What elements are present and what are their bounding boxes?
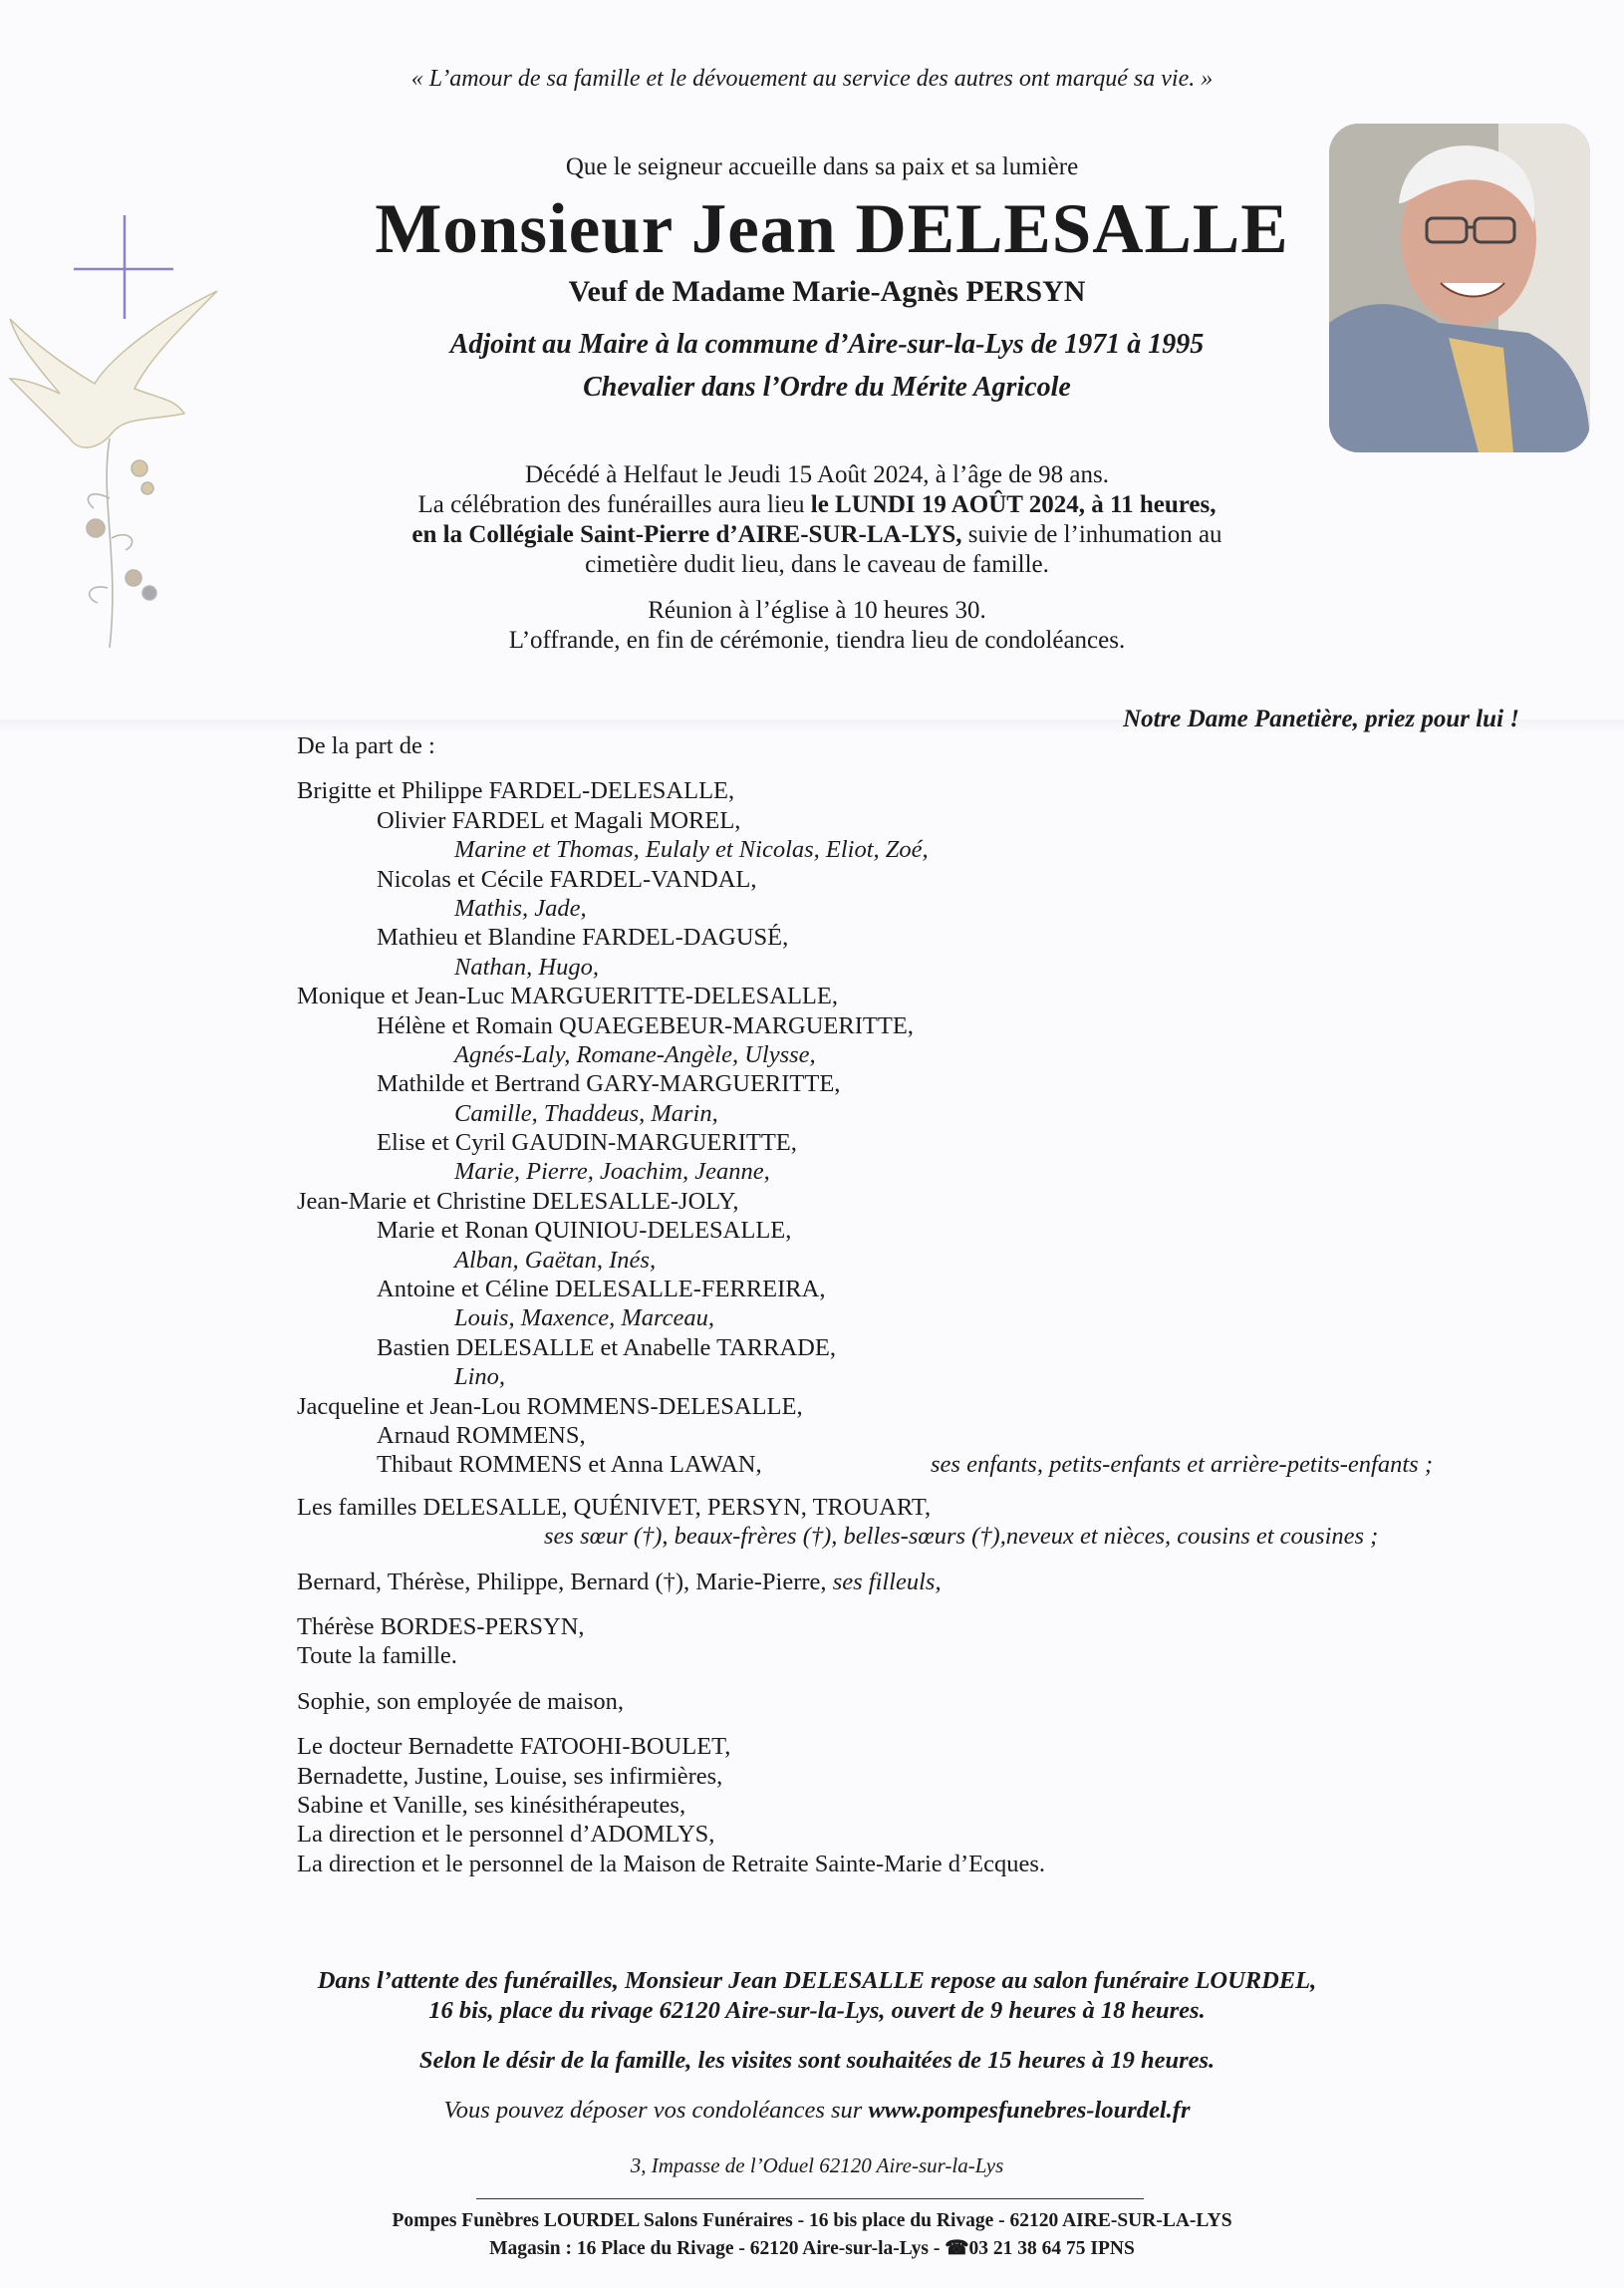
list-item: Thérèse BORDES-PERSYN, xyxy=(297,1612,585,1640)
list-item: Mathilde et Bertrand GARY-MARGUERITTE, xyxy=(377,1070,841,1098)
list-item: Marine et Thomas, Eulaly et Nicolas, Eliot, Zoé, xyxy=(454,836,929,864)
list-item: Mathieu et Blandine FARDEL-DAGUSÉ, xyxy=(377,924,789,952)
dove-icon xyxy=(10,291,217,447)
list-item: Monique et Jean-Luc MARGUERITTE-DELESALLE, xyxy=(297,983,838,1010)
title-line: Adjoint au Maire à la commune d’Aire-sur-la-Lys de 1971 à 1995 xyxy=(449,329,1205,360)
divider xyxy=(476,2198,1144,2199)
list-item: Jean-Marie et Christine DELESALLE-JOLY, xyxy=(297,1187,739,1215)
list-item: La direction et le personnel de la Maison de Retraite Sainte-Marie d’Ecques. xyxy=(297,1850,1046,1877)
list-item: Sophie, son employée de maison, xyxy=(297,1687,624,1715)
list-item: Marie, Pierre, Joachim, Jeanne, xyxy=(454,1158,770,1186)
condolences-line: Vous pouvez déposer vos condoléances sur www.pompesfunebres-lourdel.fr xyxy=(443,2097,1191,2124)
list-item: Antoine et Céline DELESALLE-FERREIRA, xyxy=(377,1276,826,1303)
offering-line: L’offrande, en fin de cérémonie, tiendra lieu de condoléances. xyxy=(508,627,1126,654)
condolences-link[interactable]: www.pompesfunebres-lourdel.fr xyxy=(868,2097,1191,2124)
list-item: Agnés-Laly, Romane-Angèle, Ulysse, xyxy=(454,1040,816,1068)
list-item: Louis, Maxence, Marceau, xyxy=(454,1304,715,1332)
list-item: Nicolas et Cécile FARDEL-VANDAL, xyxy=(377,865,757,893)
list-item: Le docteur Bernadette FATOOHI-BOULET, xyxy=(297,1733,731,1761)
visits-line: Selon le désir de la famille, les visites sont souhaitées de 15 heures à 19 heures. xyxy=(418,2047,1216,2074)
death-line: Décédé à Helfaut le Jeudi 15 Août 2024, à l’âge de 98 ans. xyxy=(525,461,1109,488)
ceremony-line: cimetière dudit lieu, dans le caveau de famille. xyxy=(585,551,1049,578)
list-item: Mathis, Jade, xyxy=(454,894,587,922)
list-item: Nathan, Hugo, xyxy=(454,953,599,981)
ceremony-line: La célébration des funérailles aura lieu le LUNDI 19 AOÛT 2024, à 11 heures, xyxy=(417,491,1217,518)
list-item: Lino, xyxy=(454,1363,506,1391)
family-list xyxy=(297,731,1552,1878)
relation-label: ses sœur (†), beaux-frères (†), belles-sœurs (†),neveux et nièces, cousins et cousines ; xyxy=(544,1523,1379,1551)
portrait-photo xyxy=(1329,124,1590,452)
list-item: Arnaud ROMMENS, xyxy=(377,1421,586,1449)
announcement xyxy=(0,460,1624,656)
rest-line: 16 bis, place du rivage 62120 Aire-sur-la-Lys, ouvert de 9 heures à 18 heures. xyxy=(428,1997,1206,2024)
meeting-line: Réunion à l’église à 10 heures 30. xyxy=(648,597,986,624)
list-item: Bastien DELESALLE et Anabelle TARRADE, xyxy=(377,1333,836,1361)
quote: « L’amour de sa famille et le dévouement au service des autres ont marqué sa vie. » xyxy=(410,66,1214,92)
deceased-name: Monsieur Jean DELESALLE xyxy=(375,190,1289,268)
intro-line: Que le seigneur accueille dans sa paix et sa lumière xyxy=(565,153,1079,180)
list-item: Toute la famille. xyxy=(297,1642,457,1670)
list-item: Brigitte et Philippe FARDEL-DELESALLE, xyxy=(297,777,735,805)
list-item: Camille, Thaddeus, Marin, xyxy=(454,1099,718,1127)
title-line: Chevalier dans l’Ordre du Mérite Agricole xyxy=(583,372,1071,403)
list-item: Thibaut ROMMENS et Anna LAWAN, ses enfants, petits-enfants et arrière-petits-enfants ; xyxy=(377,1451,1433,1479)
ceremony-line: en la Collégiale Saint-Pierre d’AIRE-SUR-LA-LYS, suivie de l’inhumation au xyxy=(411,521,1222,548)
list-item: Les familles DELESALLE, QUÉNIVET, PERSYN, TROUART, xyxy=(297,1493,932,1521)
list-item: La direction et le personnel d’ADOMLYS, xyxy=(297,1821,715,1849)
relation-label: ses enfants, petits-enfants et arrière-petits-enfants ; xyxy=(931,1451,1433,1479)
address-line: 3, Impasse de l’Oduel 62120 Aire-sur-la-Lys xyxy=(630,2153,1004,2177)
list-item: Elise et Cyril GAUDIN-MARGUERITTE, xyxy=(377,1129,797,1157)
dedication: Notre Dame Panetière, priez pour lui ! xyxy=(1123,706,1519,732)
widow-line: Veuf de Madame Marie-Agnès PERSYN xyxy=(568,275,1086,308)
list-item: Alban, Gaëtan, Inés, xyxy=(454,1246,657,1274)
list-item: Olivier FARDEL et Magali MOREL, xyxy=(377,806,741,834)
list-item: Hélène et Romain QUAEGEBEUR-MARGUERITTE, xyxy=(377,1011,914,1039)
rest-line: Dans l’attente des funérailles, Monsieur Jean DELESALLE repose au salon funéraire LOURDEL, xyxy=(317,1967,1317,1994)
from-label: De la part de : xyxy=(297,732,435,759)
list-item: Jacqueline et Jean-Lou ROMMENS-DELESALLE, xyxy=(297,1392,803,1420)
company-line: Pompes Funèbres LOURDEL Salons Funéraires - 16 bis place du Rivage - 62120 AIRE-SUR-LA-LYS xyxy=(392,2210,1232,2231)
list-item: Marie et Ronan QUINIOU-DELESALLE, xyxy=(377,1217,792,1245)
list-item: Sabine et Vanille, ses kinésithérapeutes, xyxy=(297,1791,686,1819)
company-line: Magasin : 16 Place du Rivage - 62120 Aire-sur-la-Lys - ☎03 21 38 64 75 IPNS xyxy=(489,2238,1135,2259)
list-item: Bernadette, Justine, Louise, ses infirmières, xyxy=(297,1762,723,1790)
list-item: Bernard, Thérèse, Philippe, Bernard (†), Marie-Pierre, ses filleuls, xyxy=(297,1568,942,1595)
